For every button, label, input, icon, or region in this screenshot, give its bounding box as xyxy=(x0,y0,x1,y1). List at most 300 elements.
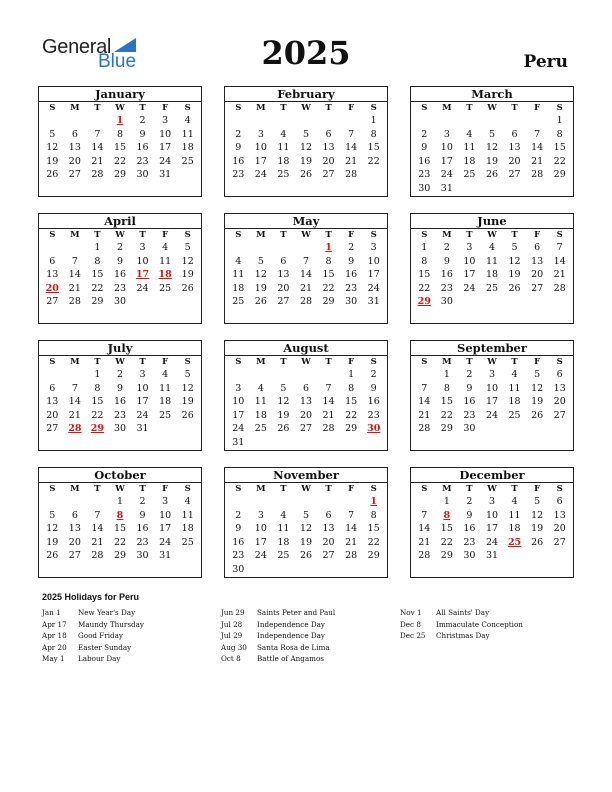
day-cell: 26 xyxy=(531,409,544,421)
weekday-header: S xyxy=(184,230,191,240)
day-cell: 3 xyxy=(139,369,146,380)
day-cell: 22 xyxy=(113,536,127,548)
day-cell: 27 xyxy=(531,282,544,294)
day-cell: 19 xyxy=(485,155,499,167)
weekday-header: M xyxy=(256,357,266,367)
day-cell: 2 xyxy=(466,496,473,507)
day-cell: 7 xyxy=(71,255,78,267)
day-cell: 15 xyxy=(91,269,104,280)
day-cell: 1 xyxy=(94,369,101,380)
day-cell: 26 xyxy=(485,169,499,180)
empty-day-cell xyxy=(41,368,64,382)
day-cell: 12 xyxy=(181,382,194,394)
empty-day-cell xyxy=(295,368,318,382)
day-cell: 7 xyxy=(534,128,541,140)
day-cell: 29 xyxy=(440,550,453,561)
day-cell: 30 xyxy=(418,182,431,194)
day-cell: 13 xyxy=(531,255,544,267)
weekday-header: M xyxy=(70,484,80,494)
holiday-name: Immaculate Conception xyxy=(436,619,523,629)
month-name: May xyxy=(225,214,387,229)
weekday-header: T xyxy=(466,484,473,494)
day-cell: 21 xyxy=(553,269,566,280)
month-name: February xyxy=(225,87,387,102)
day-cell: 29 xyxy=(113,169,127,180)
day-cell: 24 xyxy=(463,282,476,294)
month-name: March xyxy=(411,87,573,102)
weekday-header: T xyxy=(325,357,332,367)
day-cell: 6 xyxy=(556,496,563,507)
day-cell: 18 xyxy=(277,536,290,548)
day-cell: 22 xyxy=(322,282,335,294)
weekday-header: T xyxy=(511,357,518,367)
empty-day-cell xyxy=(227,241,250,255)
weekday-header: T xyxy=(511,103,518,113)
weekday-header: F xyxy=(162,230,169,240)
weekday-header: F xyxy=(534,357,541,367)
month-october xyxy=(38,467,202,578)
day-cell: 21 xyxy=(418,409,431,421)
weekday-header: S xyxy=(184,357,191,367)
holiday-row xyxy=(221,653,335,665)
day-cell: 28 xyxy=(91,169,104,180)
day-cell: 6 xyxy=(534,242,541,253)
day-cell: 18 xyxy=(463,155,476,167)
day-cell: 23 xyxy=(367,409,380,421)
day-cell: 10 xyxy=(485,509,499,521)
logo-word-general: General xyxy=(42,36,112,58)
weekday-header: S xyxy=(49,484,56,494)
weekday-header: T xyxy=(466,230,473,240)
day-cell: 4 xyxy=(466,128,473,140)
day-cell: 7 xyxy=(325,382,332,394)
weekday-header: F xyxy=(162,484,169,494)
month-name: June xyxy=(411,214,573,229)
weekday-header: F xyxy=(534,230,541,240)
day-cell: 22 xyxy=(367,536,380,548)
day-cell: 11 xyxy=(508,509,521,521)
day-cell: 30 xyxy=(113,296,127,307)
day-cell: 18 xyxy=(508,396,521,407)
day-cell: 17 xyxy=(159,523,172,534)
weekday-header: W xyxy=(301,357,311,367)
weekday-header: T xyxy=(94,103,101,113)
day-cell: 7 xyxy=(421,382,428,394)
day-cell: 20 xyxy=(68,155,81,167)
weekday-header: M xyxy=(442,357,452,367)
empty-day-cell xyxy=(413,114,436,128)
day-cell: 27 xyxy=(508,169,521,180)
weekday-header: S xyxy=(49,103,56,113)
day-cell: 18 xyxy=(181,523,194,534)
weekday-header: M xyxy=(442,230,452,240)
day-cell: 28 xyxy=(68,296,81,307)
day-cell: 15 xyxy=(367,142,380,153)
day-cell: 16 xyxy=(463,396,476,407)
empty-day-cell xyxy=(41,495,64,509)
empty-day-cell xyxy=(413,495,436,509)
day-cell: 5 xyxy=(534,496,541,507)
day-cell: 14 xyxy=(345,142,358,153)
day-cell: 4 xyxy=(235,255,242,267)
day-cell: 3 xyxy=(466,242,473,253)
day-cell: 3 xyxy=(162,496,169,507)
day-cell: 20 xyxy=(322,536,335,548)
day-cell: 9 xyxy=(466,382,473,394)
day-cell: 25 xyxy=(159,409,172,421)
month-name: October xyxy=(39,468,201,483)
day-cell: 16 xyxy=(113,269,127,280)
day-cell: 9 xyxy=(139,509,146,521)
holiday-day-cell: 30 xyxy=(367,423,381,434)
day-cell: 22 xyxy=(553,155,566,167)
day-cell: 31 xyxy=(367,296,380,307)
day-cell: 20 xyxy=(277,282,290,294)
weekday-header: T xyxy=(94,357,101,367)
empty-day-cell xyxy=(295,241,318,255)
day-cell: 21 xyxy=(531,155,544,167)
day-cell: 9 xyxy=(421,142,428,153)
day-cell: 26 xyxy=(531,536,544,548)
day-cell: 14 xyxy=(299,269,313,280)
day-cell: 28 xyxy=(531,169,544,180)
month-name: December xyxy=(411,468,573,483)
holiday-name: Independence Day xyxy=(257,619,325,629)
weekday-header: S xyxy=(370,357,377,367)
empty-day-cell xyxy=(413,368,436,382)
country-name: Peru xyxy=(523,52,568,72)
day-cell: 18 xyxy=(485,269,499,280)
day-cell: 10 xyxy=(159,509,172,521)
day-cell: 13 xyxy=(322,142,335,153)
day-cell: 6 xyxy=(71,128,78,140)
day-cell: 16 xyxy=(367,396,380,407)
day-cell: 5 xyxy=(302,509,310,521)
weekday-header: T xyxy=(511,230,518,240)
holiday-date: Apr 18 xyxy=(42,631,67,640)
day-cell: 28 xyxy=(322,423,335,434)
weekday-header: M xyxy=(442,103,452,113)
day-cell: 4 xyxy=(511,369,518,380)
empty-day-cell xyxy=(272,114,295,128)
day-cell: 10 xyxy=(136,382,149,394)
day-cell: 11 xyxy=(254,396,267,407)
day-cell: 25 xyxy=(277,550,290,561)
holiday-row xyxy=(42,653,144,665)
holidays-title: 2025 Holidays for Peru xyxy=(42,592,140,602)
day-cell: 11 xyxy=(159,255,172,267)
weekday-header: F xyxy=(162,357,169,367)
day-cell: 18 xyxy=(508,523,521,534)
day-cell: 5 xyxy=(184,242,191,253)
day-cell: 2 xyxy=(443,242,450,253)
holiday-date: Dec 25 xyxy=(400,631,426,640)
day-cell: 14 xyxy=(418,523,431,534)
month-name: April xyxy=(39,214,201,229)
day-cell: 25 xyxy=(254,423,267,434)
day-cell: 23 xyxy=(463,409,476,421)
day-cell: 8 xyxy=(348,382,355,394)
day-cell: 20 xyxy=(299,409,313,421)
day-cell: 25 xyxy=(159,282,172,294)
holiday-day-cell: 1 xyxy=(370,496,378,507)
holiday-day-cell: 8 xyxy=(116,509,124,521)
day-cell: 20 xyxy=(46,409,59,421)
weekday-header: T xyxy=(325,484,332,494)
empty-day-cell xyxy=(41,241,64,255)
holiday-name: Independence Day xyxy=(257,631,325,640)
day-cell: 10 xyxy=(232,396,245,407)
day-cell: 24 xyxy=(485,536,499,548)
day-cell: 26 xyxy=(299,550,313,561)
day-cell: 21 xyxy=(345,536,358,548)
day-grid xyxy=(225,483,387,576)
day-cell: 12 xyxy=(299,142,313,153)
day-cell: 17 xyxy=(136,396,149,407)
day-cell: 24 xyxy=(485,409,499,421)
day-grid xyxy=(39,102,201,182)
day-cell: 13 xyxy=(68,142,81,153)
day-cell: 28 xyxy=(418,423,431,434)
weekday-header: T xyxy=(139,103,146,113)
day-cell: 23 xyxy=(463,536,476,548)
day-cell: 18 xyxy=(277,155,290,167)
day-cell: 29 xyxy=(440,423,453,434)
holiday-row xyxy=(400,630,523,642)
weekday-header: S xyxy=(370,230,377,240)
day-cell: 21 xyxy=(91,536,104,548)
day-cell: 30 xyxy=(440,296,453,307)
day-cell: 10 xyxy=(485,382,499,394)
day-cell: 26 xyxy=(508,282,521,294)
day-cell: 8 xyxy=(443,382,450,394)
day-cell: 31 xyxy=(136,423,149,434)
day-cell: 25 xyxy=(463,169,476,180)
day-cell: 10 xyxy=(440,142,453,153)
day-cell: 17 xyxy=(485,396,499,407)
day-cell: 12 xyxy=(46,523,59,534)
day-cell: 26 xyxy=(181,282,194,294)
day-grid xyxy=(411,102,573,195)
day-cell: 15 xyxy=(113,142,127,153)
holiday-day-cell: 25 xyxy=(507,536,522,548)
weekday-header: T xyxy=(280,230,287,240)
day-cell: 10 xyxy=(254,142,267,153)
day-cell: 13 xyxy=(299,396,313,407)
holiday-day-cell: 29 xyxy=(417,296,431,307)
day-cell: 19 xyxy=(508,269,521,280)
weekday-header: M xyxy=(256,103,266,113)
day-cell: 2 xyxy=(370,369,377,380)
day-cell: 9 xyxy=(139,128,146,140)
holiday-date: Jul 29 xyxy=(221,631,243,640)
day-cell: 24 xyxy=(254,169,267,180)
day-cell: 20 xyxy=(531,269,544,280)
weekday-header: W xyxy=(115,484,125,494)
weekday-header: S xyxy=(235,230,242,240)
day-cell: 31 xyxy=(440,182,453,194)
day-cell: 31 xyxy=(232,436,245,448)
weekday-header: S xyxy=(421,103,428,113)
day-cell: 30 xyxy=(345,296,358,307)
empty-day-cell xyxy=(526,114,549,128)
day-cell: 8 xyxy=(370,128,377,140)
day-cell: 6 xyxy=(325,128,332,140)
day-cell: 19 xyxy=(254,282,267,294)
day-cell: 13 xyxy=(553,382,566,394)
day-cell: 24 xyxy=(159,155,172,167)
empty-day-cell xyxy=(64,368,87,382)
day-cell: 3 xyxy=(488,496,496,507)
day-cell: 28 xyxy=(553,282,566,294)
day-cell: 26 xyxy=(46,169,59,180)
day-cell: 5 xyxy=(49,128,56,140)
day-cell: 16 xyxy=(345,269,358,280)
calendar-year: 2025 xyxy=(261,34,351,72)
day-cell: 27 xyxy=(553,536,566,548)
day-cell: 6 xyxy=(556,369,563,380)
weekday-header: S xyxy=(556,357,563,367)
day-cell: 3 xyxy=(162,115,169,126)
empty-day-cell xyxy=(458,114,481,128)
day-cell: 14 xyxy=(531,142,544,153)
day-cell: 22 xyxy=(440,409,453,421)
day-cell: 3 xyxy=(443,128,450,140)
day-cell: 1 xyxy=(421,242,428,253)
day-cell: 26 xyxy=(277,423,290,434)
weekday-header: T xyxy=(280,103,287,113)
holiday-row xyxy=(42,619,144,631)
weekday-header: S xyxy=(184,103,191,113)
holiday-row xyxy=(400,607,523,619)
day-cell: 16 xyxy=(113,396,127,407)
month-july xyxy=(38,340,202,451)
holiday-date: Dec 8 xyxy=(400,619,421,629)
weekday-header: M xyxy=(256,484,266,494)
holiday-date: May 1 xyxy=(42,654,65,663)
day-cell: 5 xyxy=(184,369,191,380)
day-cell: 17 xyxy=(367,269,380,280)
day-cell: 4 xyxy=(511,496,518,507)
empty-day-cell xyxy=(227,368,250,382)
day-cell: 15 xyxy=(440,396,453,407)
day-cell: 28 xyxy=(418,550,431,561)
day-cell: 30 xyxy=(136,550,149,561)
day-cell: 17 xyxy=(254,155,267,167)
day-cell: 21 xyxy=(91,155,104,167)
empty-day-cell xyxy=(250,241,273,255)
day-cell: 21 xyxy=(68,409,81,421)
day-cell: 22 xyxy=(91,282,104,294)
weekday-header: S xyxy=(421,230,428,240)
day-cell: 6 xyxy=(71,509,78,521)
day-cell: 2 xyxy=(235,509,242,521)
day-cell: 6 xyxy=(49,382,56,394)
weekday-header: T xyxy=(94,230,101,240)
weekday-header: T xyxy=(139,484,146,494)
day-cell: 13 xyxy=(322,523,335,534)
empty-day-cell xyxy=(86,495,109,509)
day-cell: 25 xyxy=(508,409,521,421)
day-cell: 2 xyxy=(348,242,355,253)
day-grid xyxy=(411,483,573,563)
day-cell: 8 xyxy=(325,255,332,267)
day-cell: 24 xyxy=(440,169,453,180)
day-cell: 27 xyxy=(277,296,290,307)
holiday-day-cell: 8 xyxy=(443,509,451,521)
empty-day-cell xyxy=(64,114,87,128)
weekday-header: T xyxy=(139,230,146,240)
day-cell: 19 xyxy=(277,409,290,421)
day-cell: 2 xyxy=(139,115,146,126)
holiday-day-cell: 17 xyxy=(135,269,150,280)
day-cell: 24 xyxy=(367,282,380,294)
day-cell: 18 xyxy=(232,282,245,294)
empty-day-cell xyxy=(340,114,363,128)
day-cell: 22 xyxy=(113,155,127,167)
weekday-header: T xyxy=(280,357,287,367)
day-cell: 5 xyxy=(302,128,310,140)
day-cell: 4 xyxy=(280,128,287,140)
holiday-day-cell: 29 xyxy=(90,423,105,434)
day-cell: 20 xyxy=(508,155,521,167)
day-cell: 9 xyxy=(466,509,473,521)
day-cell: 27 xyxy=(46,296,59,307)
day-cell: 7 xyxy=(302,255,310,267)
day-cell: 22 xyxy=(440,536,453,548)
day-cell: 27 xyxy=(68,550,81,561)
day-cell: 11 xyxy=(463,142,476,153)
day-cell: 14 xyxy=(553,255,566,267)
day-cell: 9 xyxy=(370,382,377,394)
day-cell: 12 xyxy=(277,396,290,407)
month-march xyxy=(410,86,574,197)
holiday-column xyxy=(221,607,335,665)
day-cell: 7 xyxy=(348,128,355,140)
month-june xyxy=(410,213,574,324)
day-cell: 15 xyxy=(367,523,380,534)
day-cell: 7 xyxy=(421,509,428,521)
day-cell: 21 xyxy=(299,282,313,294)
holiday-name: Easter Sunday xyxy=(78,642,132,652)
day-cell: 15 xyxy=(345,396,358,407)
empty-day-cell xyxy=(317,495,340,509)
empty-day-cell xyxy=(481,114,504,128)
day-cell: 10 xyxy=(159,128,172,140)
day-cell: 8 xyxy=(370,509,377,521)
weekday-header: S xyxy=(421,357,428,367)
weekday-header: F xyxy=(534,484,541,494)
weekday-header: W xyxy=(487,357,497,367)
weekday-header: W xyxy=(301,230,311,240)
holiday-day-cell: 28 xyxy=(68,423,82,434)
day-cell: 1 xyxy=(370,115,377,126)
day-cell: 6 xyxy=(280,255,287,267)
day-cell: 15 xyxy=(418,269,431,280)
day-cell: 5 xyxy=(511,242,518,253)
day-cell: 17 xyxy=(232,409,245,421)
day-cell: 16 xyxy=(232,155,245,167)
day-cell: 31 xyxy=(485,550,499,561)
weekday-header: T xyxy=(511,484,518,494)
day-cell: 1 xyxy=(443,496,450,507)
day-cell: 4 xyxy=(280,509,287,521)
day-cell: 13 xyxy=(553,509,566,521)
day-cell: 9 xyxy=(348,255,355,267)
weekday-header: S xyxy=(370,484,377,494)
day-cell: 4 xyxy=(184,115,191,126)
day-cell: 8 xyxy=(421,255,428,267)
